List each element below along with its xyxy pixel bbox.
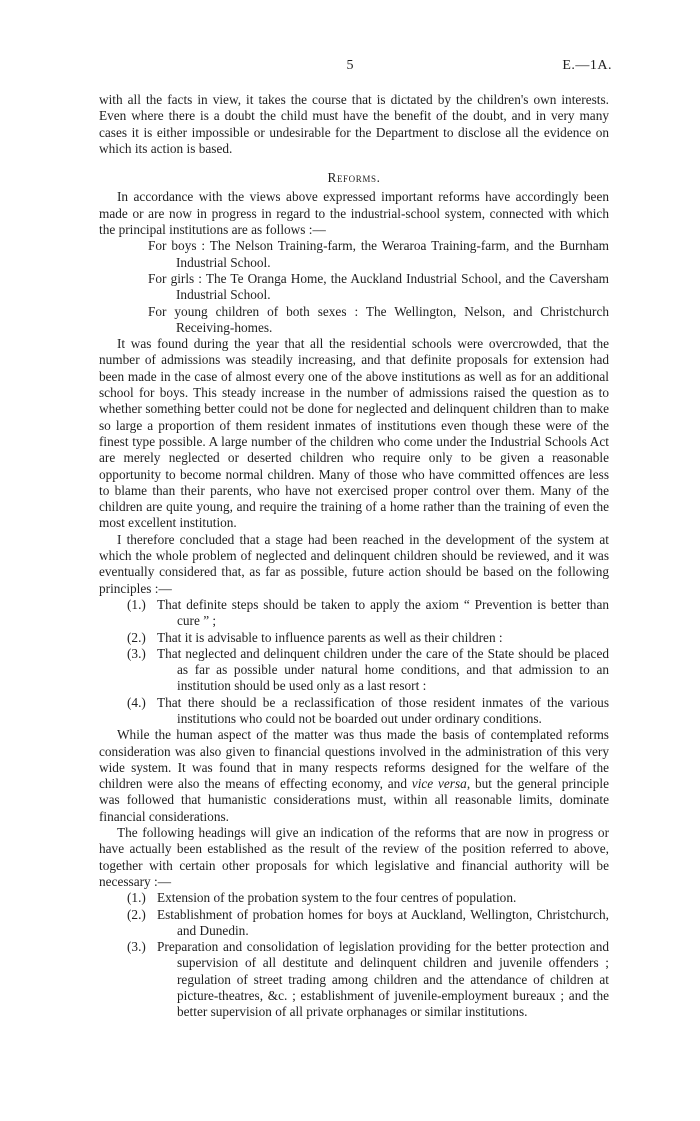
list-item-text: Extension of the probation system to the four centres of population. [157,890,517,906]
list-item-text: That definite steps should be taken to apply the axiom “ Prevention is better than cure ” ; [157,596,609,629]
paragraph-review: I therefore concluded that a stage had been reached in the development of the system at which the whole problem of neglected and delinquent children should be reviewed, and it was eventually considered that, as far as possible, future action should be based on the following principles :— [99,531,609,596]
list-item-text: Preparation and consolidation of legislation providing for the better protection and supervision of all destitute and delinquent children and juvenile offenders ; regulation of street trading among children and the attendance of children at picture-theatres, &c. ; establishment of juvenile-employment bureaux ; and the better supervision of all private orphanages or similar institutions. [157,939,609,1020]
financial-text-start: While the human aspect of the matter was thus made the basis of contemplated reforms consideration was also given to financial questions involved in the administration of this very wide system. It was found that in many respects reforms designed for the welfare of the children were also the means of effecting economy, and [99,727,609,792]
page-number: 5 [346,58,354,73]
list-item-number: (2.) [127,629,146,645]
list-item [127,695,609,728]
reforms-list [127,890,609,1020]
institutions-list [99,238,609,336]
institution-young-children: For young children of both sexes : The Wellington, Nelson, and Christchurch Receiving-homes. [148,303,609,335]
list-item-number: (1.) [127,596,146,612]
list-item-number: (3.) [127,939,146,955]
financial-text-end: , but the general principle was followed that humanistic considerations must, within all reasonable limits, dominate financial considerations. [99,776,609,824]
paragraph-headings-intro: The following headings will give an indication of the reforms that are now in progress or have actually been established as the result of the review of the position referred to above, together with certain other proposals for which legislative and financial authority will be necessary :— [99,825,609,889]
intro-paragraph: with all the facts in view, it takes the course that is dictated by the children's own interests. Even where there is a doubt the child must have the benefit of the doubt, and in very many cases it is either impossible or undesirable for the Department to disclose all the evidence on which its action is based. [99,92,609,156]
document-reference: E.—1A. [562,58,612,73]
list-item [127,907,609,940]
paragraph-financial [99,727,609,825]
section-heading: Reforms. [327,170,381,186]
italic-phrase: vice versa [411,776,467,792]
list-item-number: (3.) [127,645,146,661]
list-item-number: (1.) [127,890,146,906]
list-item-text: Establishment of probation homes for boys at Auckland, Wellington, Christchurch, and Dunedin. [157,906,609,938]
list-item [127,646,609,695]
principles-list [127,597,609,727]
list-item-number: (2.) [127,906,146,922]
list-item-text: That there should be a reclassification of those resident inmates of the various institutions who could not be boarded out under ordinary conditions. [157,694,609,726]
paragraph-overcrowding: It was found during the year that all the residential schools were overcrowded, that the number of admissions was steadily increasing, and that definite proposals for extension had been made in the case of almost every one of the above institutions as well as for an additional school for boys. This steady increase in the number of admissions raised the question as to whether something better could not be done for neglected and delinquent children than to make so large a proportion of them resident inmates of institutions even though these were of the finest type possible. A large number of the children who come under the Industrial Schools Act are merely neglected or deserted children who require only to be given a reasonable opportunity to become normal children. Many of those who have committed offences are less to blame than their parents, who have not exercised proper control over them. Many of the children are quite young, and require the training of a home rather than the training of even the most excellent institution. [99,336,609,531]
list-item-number: (4.) [127,694,146,710]
list-item-text: That neglected and delinquent children under the care of the State should be placed as far as possible under natural home conditions, and that admission to an institution should be used only as a last resort : [157,645,609,694]
list-item [127,939,609,1020]
list-item-text: That it is advisable to influence parents as well as their children : [157,629,503,645]
list-item [127,597,609,630]
list-item [127,630,609,646]
institution-girls: For girls : The Te Oranga Home, the Auckland Industrial School, and the Caversham Industrial School. [148,270,609,303]
institution-boys: For boys : The Nelson Training-farm, the Weraroa Training-farm, and the Burnham Industrial School. [148,238,609,270]
document-body [99,92,609,1021]
paragraph-reforms-intro: In accordance with the views above expressed important reforms have accordingly been made or are now in progress in regard to the industrial-school system, connected with which the principal institutions are as follows :— [99,189,609,238]
list-item [127,890,609,906]
